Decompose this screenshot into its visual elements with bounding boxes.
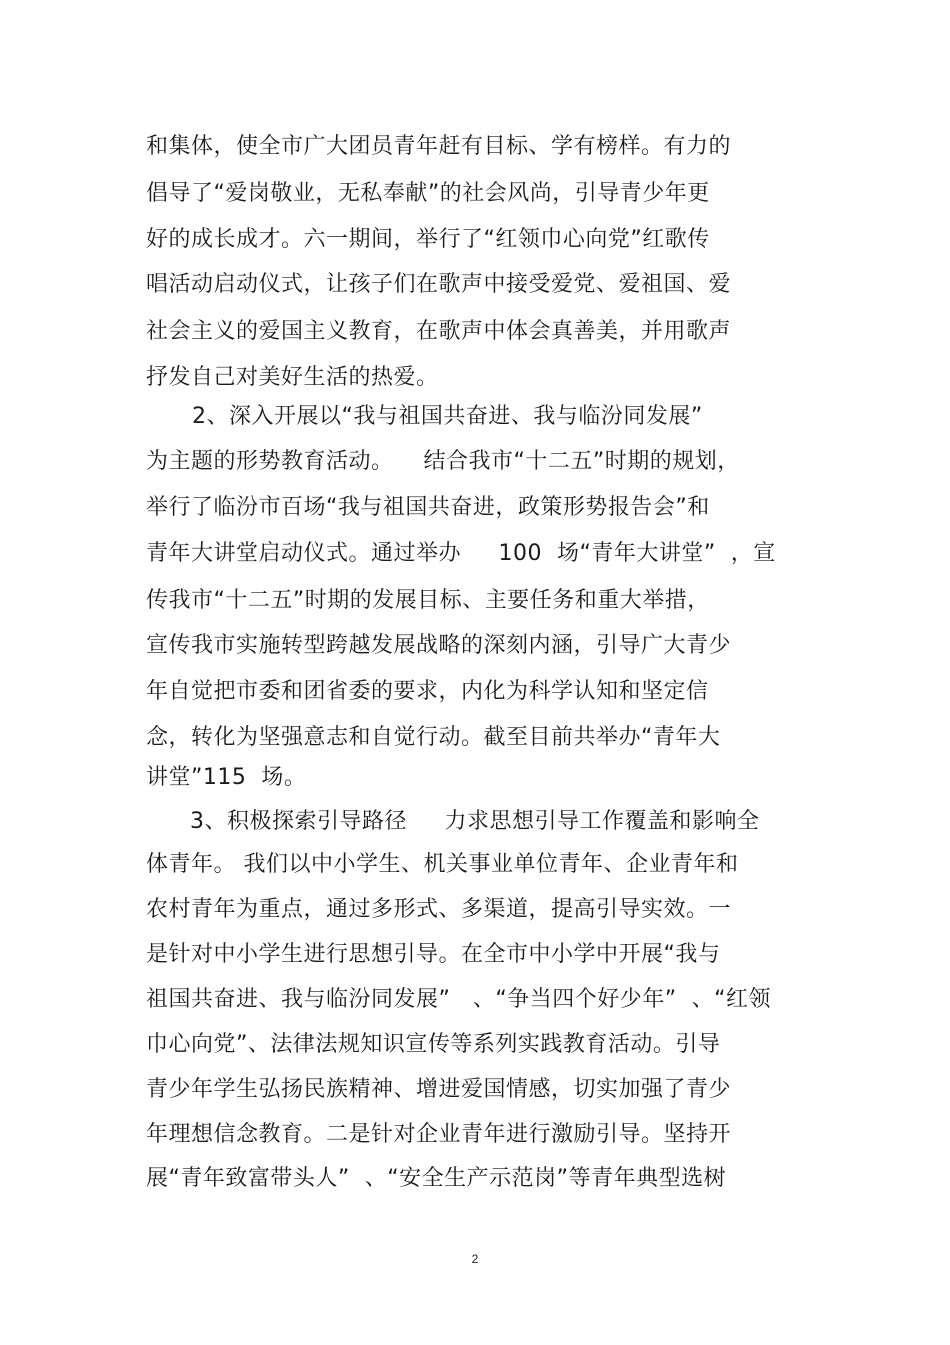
text-line: 青少年学生弘扬民族精神、增进爱国情感，切实加强了青少 bbox=[146, 1077, 732, 1102]
text-line: 抒发自己对美好生活的热爱。 bbox=[146, 365, 439, 390]
text-line: 倡导了“爱岗敬业，无私奉献”的社会风尚，引导青少年更 bbox=[146, 181, 710, 206]
text-line: 展“青年致富带头人” 、“安全生产示范岗”等青年典型选树 bbox=[146, 1166, 727, 1191]
text-line: 是针对中小学生进行思想引导。在全市中小学中开展“我与 bbox=[146, 942, 721, 967]
text-line: 年理想信念教育。二是针对企业青年进行激励引导。坚持开 bbox=[146, 1122, 732, 1147]
text-line: 好的成长成才。六一期间，举行了“红领巾心向党”红歌传 bbox=[146, 227, 710, 252]
text-line: 农村青年为重点，通过多形式、多渠道，提高引导实效。一 bbox=[146, 897, 732, 922]
text-line: 3、积极探索引导路径 力求思想引导工作覆盖和影响全 bbox=[190, 809, 760, 834]
text-line: 为主题的形势教育活动。 结合我市“十二五”时期的规划， bbox=[146, 449, 740, 474]
text-line: 体青年。 我们以中小学生、机关事业单位青年、企业青年和 bbox=[146, 852, 739, 877]
text-line: 念，转化为坚强意志和自觉行动。截至目前共举办“青年大 bbox=[146, 725, 721, 750]
text-line: 和集体，使全市广大团员青年赶有目标、学有榜样。有力的 bbox=[146, 134, 732, 159]
text-line: 年自觉把市委和团省委的要求，内化为科学认知和坚定信 bbox=[146, 679, 709, 704]
text-line: 2、深入开展以“我与祖国共奋进、我与临汾同发展” bbox=[192, 404, 703, 429]
text-line: 讲堂”115 场。 bbox=[146, 765, 307, 790]
text-line: 巾心向党”、法律法规知识宣传等系列实践教育活动。引导 bbox=[146, 1032, 721, 1057]
text-line: 举行了临汾市百场“我与祖国共奋进，政策形势报告会”和 bbox=[146, 495, 710, 520]
text-line: 祖国共奋进、我与临汾同发展” 、“争当四个好少年” 、“红领 bbox=[146, 987, 772, 1012]
page-number: 2 bbox=[471, 1252, 479, 1266]
text-line: 传我市“十二五”时期的发展目标、主要任务和重大举措， bbox=[146, 588, 710, 613]
text-line: 社会主义的爱国主义教育，在歌声中体会真善美，并用歌声 bbox=[146, 319, 732, 344]
text-line: 青年大讲堂启动仪式。通过举办 100 场“青年大讲堂” ，宣 bbox=[146, 541, 776, 566]
text-line: 宣传我市实施转型跨越发展战略的深刻内涵，引导广大青少 bbox=[146, 633, 732, 658]
text-line: 唱活动启动仪式，让孩子们在歌声中接受爱党、爱祖国、爱 bbox=[146, 272, 732, 297]
